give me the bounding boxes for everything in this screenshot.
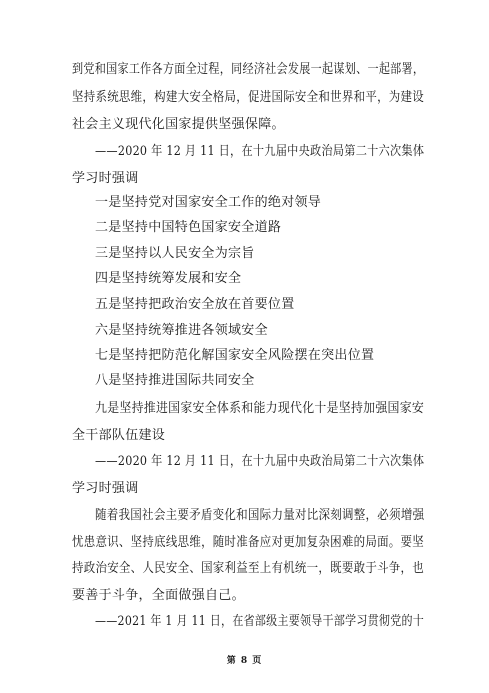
text-line: 到党和国家工作各方面全过程，同经济社会发展一起谋划、一起部署，: [72, 62, 425, 77]
text-line: ——2020 年 12 月 11 日，在十九届中央政治局第二十六次集体: [95, 144, 425, 159]
text-line: 学习时强调: [72, 481, 139, 496]
text-line: 二是坚持中国特色国家安全道路: [95, 220, 282, 235]
text-line: 学习时强调: [72, 171, 139, 186]
text-line: 五是坚持把政治安全放在首要位置: [95, 297, 295, 312]
text-line: 全干部队伍建设: [72, 428, 166, 443]
text-line: 忧患意识、坚持底线思维，随时准备应对更加复杂困难的局面。要坚: [72, 535, 425, 550]
text-line: 要善于斗争，全面做强自己。: [72, 588, 245, 603]
page-number: 第 8 页: [226, 656, 263, 666]
text-line: 四是坚持统筹发展和安全: [95, 271, 242, 286]
text-line: 坚持系统思维，构建大安全格局，促进国际安全和世界和平，为建设: [72, 90, 425, 105]
text-line: 一是坚持党对国家安全工作的绝对领导: [95, 195, 322, 210]
text-line: 三是坚持以人民安全为宗旨: [95, 246, 255, 261]
text-line: ——2021 年 1 月 11 日，在省部级主要领导干部学习贯彻党的十: [95, 614, 425, 629]
text-line: 八是坚持推进国际共同安全: [95, 373, 255, 388]
text-line: 九是坚持推进国家安全体系和能力现代化十是坚持加强国家安: [95, 401, 425, 416]
text-line: ——2020 年 12 月 11 日，在十九届中央政治局第二十六次集体: [95, 454, 425, 469]
text-line: 持政治安全、人民安全、国家利益至上有机统一，既要敢于斗争，也: [72, 561, 425, 576]
text-line: 六是坚持统筹推进各领域安全: [95, 323, 268, 338]
text-line: 随着我国社会主要矛盾变化和国际力量对比深刻调整，必须增强: [95, 508, 425, 523]
text-line: 七是坚持把防范化解国家安全风险摆在突出位置: [95, 348, 375, 363]
text-line: 社会主义现代化国家提供坚强保障。: [72, 117, 285, 132]
